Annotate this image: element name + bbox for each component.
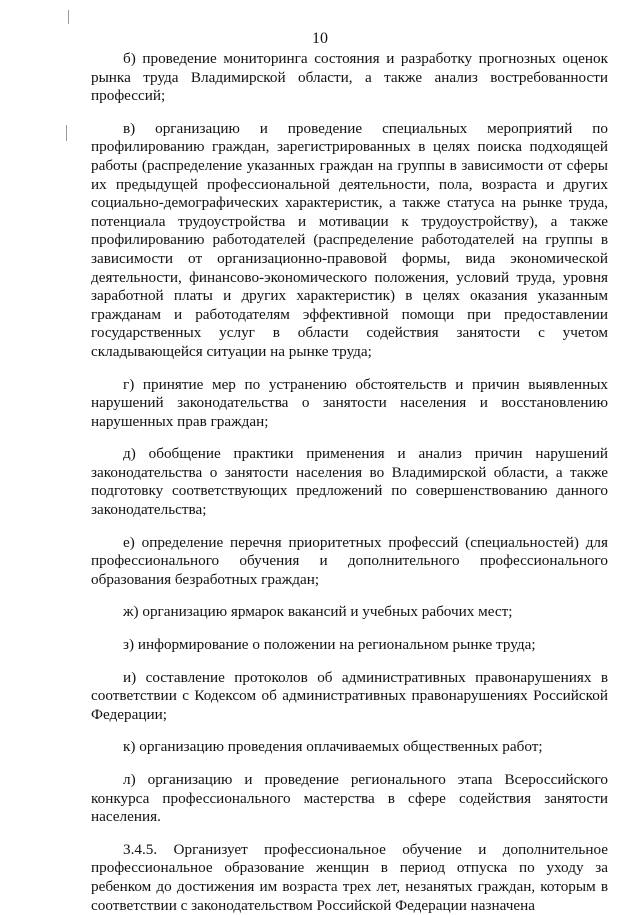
paragraph-e-priority-professions: е) определение перечня приоритетных профессий (специальностей) для профессионального обучения и дополнительного профессионального образования безработных граждан; <box>91 533 608 588</box>
paragraph-l-competition: л) организацию и проведение регионального этапа Всероссийского конкурса профессионального мастерства в сфере содействия занятости населения. <box>91 771 608 826</box>
paragraph-g-violations: г) принятие мер по устранению обстоятельств и причин выявленных нарушений законодательства о занятости населения и восстановлению нарушенных прав граждан; <box>91 375 608 430</box>
paragraph-3-4-5-training: 3.4.5. Организует профессиональное обучение и дополнительное профессиональное образование женщин в период отпуска по уходу за ребенком до достижения им возраста трех лет, незанятых граждан, которым в соответствии с законодательством Российской Федерации назначена <box>91 840 608 914</box>
paragraph-z-informing: з) информирование о положении на региональном рынке труда; <box>123 636 536 654</box>
page-number: 10 <box>312 30 328 47</box>
document-body <box>91 50 608 915</box>
paragraph-k-public-works: к) организацию проведения оплачиваемых общественных работ; <box>123 738 543 756</box>
paragraph-d-practice-summary: д) обобщение практики применения и анализ причин нарушений законодательства о занятости населения во Владимирской области, а также подготовку соответствующих предложений по совершенствованию данного законодательства; <box>91 445 608 519</box>
scan-artifact-left-top <box>68 10 69 24</box>
paragraph-v-profiling: в) организацию и проведение специальных мероприятий по профилированию граждан, зарегистрированных в целях поиска подходящей работы (распределение указанных граждан на группы в зависимости от сферы их предыдущей профессиональной деятельности, пола, возраста и других социально-демографических характеристик, а также статуса на рынке труда, потенциала трудоустройства и мотивации к трудоустройству), а также профилированию работодателей (распределение работодателей на группы в зависимости от организационно-правовой формы, вида экономической деятельности, финансово-экономического положения, условий труда, уровня заработной платы и других характеристик) в целях оказания указанным гражданам и работодателям эффективной помощи при предоставлении государственных услуг в области содействия занятости с учетом складывающейся ситуации на рынке труда; <box>91 119 608 360</box>
paragraph-i-protocols: и) составление протоколов об административных правонарушениях в соответствии с Кодексом об административных правонарушениях Российской Федерации; <box>91 668 608 723</box>
paragraph-zh-job-fairs: ж) организацию ярмарок вакансий и учебных рабочих мест; <box>123 603 513 621</box>
paragraph-b-monitoring: б) проведение мониторинга состояния и разработку прогнозных оценок рынка труда Владимирской области, а также анализ востребованности профессий; <box>91 50 608 105</box>
scan-artifact-left-middle <box>66 125 67 141</box>
